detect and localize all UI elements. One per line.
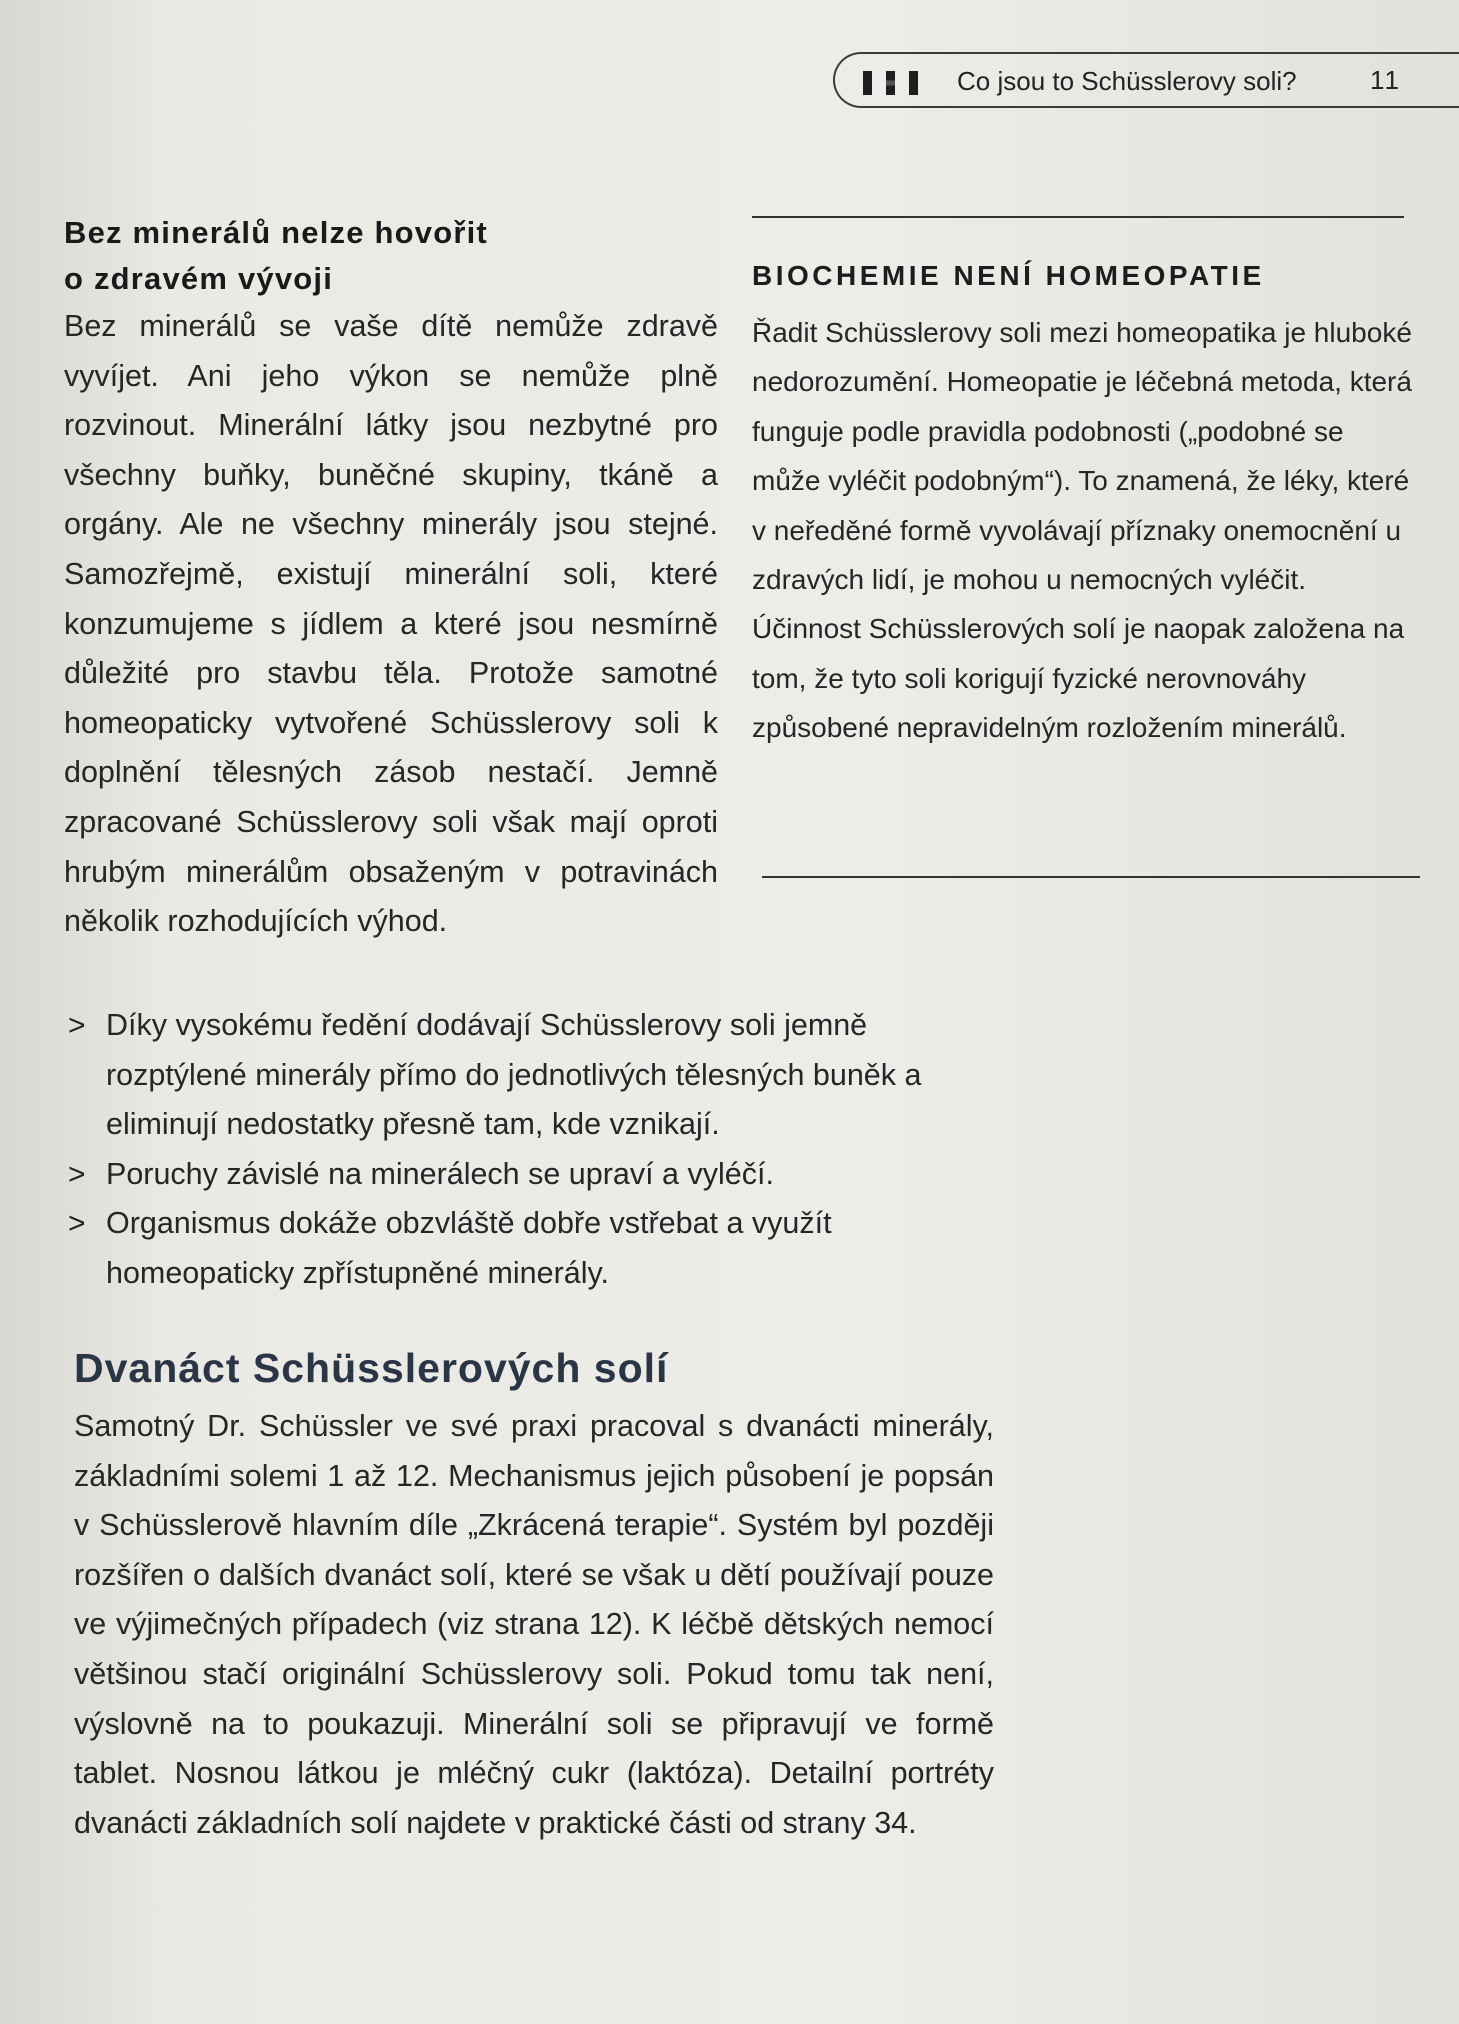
header-bar [863, 71, 872, 95]
section-heading: Dvanáct Schüsslerových solí [74, 1345, 669, 1391]
list-item [68, 1150, 998, 1200]
running-header [833, 52, 1459, 112]
divider [752, 216, 1404, 218]
divider [762, 876, 1420, 878]
section-twelve-salts [74, 1340, 994, 1848]
list-item-text: Poruchy závislé na minerálech se upraví a vyléčí. [106, 1156, 774, 1191]
section-body: Bez minerálů se vaše dítě nemůže zdravě vyvíjet. Ani jeho výkon se nemůže plně rozvinout. Minerální látky jsou nezbytné pro všechny buňky, buněčné skupiny, tkáně a orgány. Ale ne všechny minerály jsou stejné. Samozřejmě, existují minerální soli, které konzumujeme s jídlem a které jsou nesmírně důležité pro stavbu těla. Protože samotné homeopaticky vytvořené Schüsslerovy soli k doplnění tělesných zásob nestačí. Jemně zpracované Schüsslerovy soli však mají oproti hrubým minerálům obsaženým v potravinách několik rozhodujících výhod. [64, 309, 718, 939]
header-bars-icon [863, 71, 918, 95]
section-body: Samotný Dr. Schüssler ve své praxi pracoval s dvanácti minerály, základními solemi 1 až 12. Mechanismus jejich působení je popsán v Schüsslerově hlavním díle „Zkrácená terapie“. Systém byl později rozšířen o dalších dvanáct solí, které se však u dětí používají pouze ve výjimečných případech (viz strana 12). K léčbě dětských nemocí většinou stačí originální Schüsslerovy soli. Pokud tomu tak není, výslovně na to poukazuji. Minerální soli se připravují ve formě tablet. Nosnou látkou je mléčný cukr (laktóza). Detailní portréty dvanácti základních solí najdete v praktické části od strany 34. [74, 1409, 994, 1840]
list-item [68, 1199, 998, 1298]
section-heading-line1: Bez minerálů nelze hovořit [64, 215, 488, 250]
list-item-text: Organismus dokáže obzvláště dobře vstřebat a využít homeopaticky zpřístupněné minerály. [106, 1206, 832, 1290]
header-bar [886, 71, 895, 95]
chapter-title: Co jsou to Schüsslerovy soli? [957, 66, 1297, 96]
list-item [68, 1001, 998, 1150]
list-item-text: Díky vysokému ředění dodávají Schüsslerovy soli jemně rozptýlené minerály přímo do jednotlivých tělesných buněk a eliminují nedostatky přesně tam, kde vznikají. [106, 1008, 922, 1142]
section-heading-line2: o zdravém vývoji [64, 261, 334, 296]
sidebar-body: Řadit Schüsslerovy soli mezi homeopatika je hluboké nedorozumění. Homeopatie je léčebná metoda, která funguje podle pravidla podobnosti („podobné se může vyléčit podobným“). To znamená, že léky, které v neředěné formě vyvolávají příznaky onemocnění u zdravých lidí, je mohou u nemocných vyléčit. Účinnost Schüsslerových solí je naopak založena na tom, že tyto soli korigují fyzické nerovnováhy způsobené nepravidelným rozložením minerálů. [752, 317, 1412, 744]
bullet-arrow-icon: > [68, 1157, 86, 1191]
bullet-arrow-icon: > [68, 1009, 86, 1042]
header-bar [909, 71, 918, 95]
page-number: 11 [1370, 65, 1401, 95]
advantages-list [68, 1001, 998, 1299]
sidebar-heading: BIOCHEMIE NENÍ HOMEOPATIE [752, 260, 1265, 291]
bullet-arrow-icon: > [68, 1207, 86, 1241]
section-minerals [64, 210, 718, 947]
